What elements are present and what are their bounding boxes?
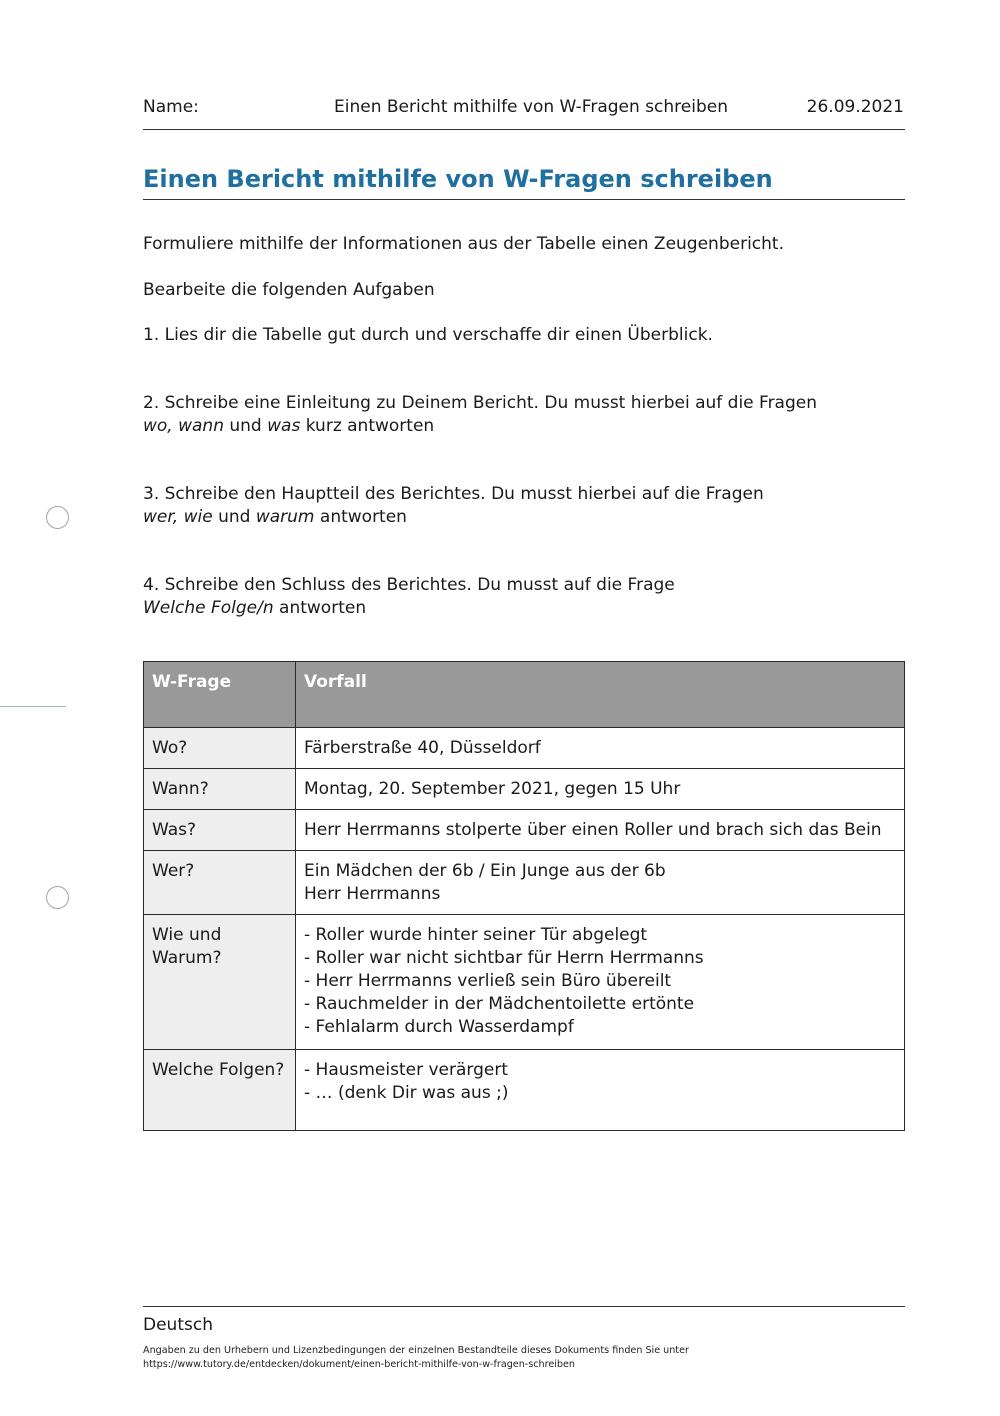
answer-cell: Herr Herrmanns stolperte über einen Roller und brach sich das Bein	[296, 810, 905, 851]
license-url: https://www.tutory.de/entdecken/dokument/einen-bericht-mithilfe-von-w-fragen-schreiben	[143, 1359, 575, 1370]
task-2	[143, 392, 817, 438]
task-4-line-1: 4. Schreibe den Schluss des Berichtes. Du musst auf die Frage	[143, 575, 675, 595]
task-3	[143, 483, 764, 529]
task-4	[143, 574, 675, 620]
question-cell: Was?	[144, 810, 296, 851]
table-row	[144, 769, 905, 810]
question-cell: Wie und Warum?	[144, 915, 296, 1050]
table-row	[144, 810, 905, 851]
w-questions-table	[143, 661, 905, 1131]
intro-text: Formuliere mithilfe der Informationen aus der Tabelle einen Zeugenbericht.	[143, 234, 784, 254]
task-2-line-2: wo, wann und was kurz antworten	[143, 416, 435, 436]
task-2-line-1: 2. Schreibe eine Einleitung zu Deinem Bericht. Du musst hierbei auf die Fragen	[143, 393, 817, 413]
punch-hole-top	[46, 506, 69, 529]
name-label: Name:	[143, 97, 199, 117]
task-3-line-2: wer, wie und warum antworten	[143, 507, 407, 527]
header-date: 26.09.2021	[806, 97, 904, 117]
page-title: Einen Bericht mithilfe von W-Fragen schreiben	[143, 165, 773, 193]
answer-cell: Färberstraße 40, Düsseldorf	[296, 728, 905, 769]
footer-divider	[143, 1306, 905, 1307]
license-note: Angaben zu den Urhebern und Lizenzbedingungen der einzelnen Bestandteile dieses Dokuments finden Sie unter	[143, 1345, 689, 1356]
task-1: 1. Lies dir die Tabelle gut durch und verschaffe dir einen Überblick.	[143, 325, 713, 345]
answer-cell: - Roller wurde hinter seiner Tür abgelegt - Roller war nicht sichtbar für Herrn Herrmanns - Herr Herrmanns verließ sein Büro übereilt - Rauchmelder in der Mädchentoilette ertönte - Fehlalarm durch Wasserdampf	[296, 915, 905, 1050]
table-row	[144, 1050, 905, 1131]
question-cell: Wo?	[144, 728, 296, 769]
table-row	[144, 851, 905, 915]
fold-mark	[0, 706, 66, 707]
answer-cell: - Hausmeister verärgert - … (denk Dir was aus ;)	[296, 1050, 905, 1131]
question-cell: Wer?	[144, 851, 296, 915]
table-row	[144, 728, 905, 769]
title-divider	[143, 199, 905, 200]
task-4-line-2: Welche Folge/n antworten	[143, 598, 367, 618]
table-row	[144, 915, 905, 1050]
punch-hole-bottom	[46, 886, 69, 909]
table-header-row	[144, 662, 905, 728]
task-heading: Bearbeite die folgenden Aufgaben	[143, 280, 435, 300]
footer-subject: Deutsch	[143, 1315, 213, 1335]
header-divider	[143, 129, 905, 130]
column-header-w-frage: W-Frage	[144, 662, 296, 728]
column-header-vorfall: Vorfall	[296, 662, 905, 728]
question-cell: Welche Folgen?	[144, 1050, 296, 1131]
header-title: Einen Bericht mithilfe von W-Fragen schreiben	[334, 97, 728, 117]
question-cell: Wann?	[144, 769, 296, 810]
answer-cell: Montag, 20. September 2021, gegen 15 Uhr	[296, 769, 905, 810]
task-3-line-1: 3. Schreibe den Hauptteil des Berichtes. Du musst hierbei auf die Fragen	[143, 484, 764, 504]
answer-cell: Ein Mädchen der 6b / Ein Junge aus der 6b Herr Herrmanns	[296, 851, 905, 915]
